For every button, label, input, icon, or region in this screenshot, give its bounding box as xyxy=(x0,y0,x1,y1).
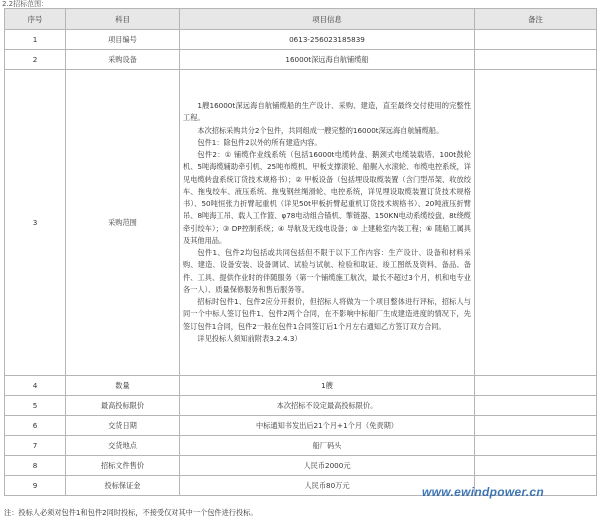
scope-paragraph: 包件2：① 铺缆作业线系统（包括16000t电缆转盘、鹅颈式电缆装载塔、100t鼓轮机、5吨海缆辅助牵引机、25吨布缆机、甲板支撑滚轮、船艉入水滚轮、布缆电控系统，详见电缆转盘系统订货技术规格书）；② 甲板设备（包括埋设取缆装置（含门型吊架、收放绞车、拖曳绞车、液压系统、拖曳钢丝绳滑轮、电控系统，详见埋设取缆装置订货技术规格书）、50吨恒张力折臂起重机（详见50t甲板折臂起重机订货技术规格书）、20吨液压折臂吊、8吨海工吊、载人工作篮、φ78电动组合锚机、掣链器、150KN电动系缆绞盘、8t绕缆牵引绞车）；③ DP控制系统；④ 导航及无线电设备；⑤ 上建舱室内装工程；⑥ 随船工属具及其他用品。 xyxy=(183,150,471,245)
table-row xyxy=(5,376,597,396)
table-row xyxy=(5,396,597,416)
row-no: 3 xyxy=(5,70,66,376)
scope-paragraph: 包件1：除包件2以外的所有建造内容。 xyxy=(197,137,322,147)
row-no: 4 xyxy=(5,376,66,396)
scope-paragraph: 本次招标采购共分2个包件，共同组成一艘完整的16000t深远海自航铺缆船。 xyxy=(197,125,444,135)
footnote: 注：投标人必须对包件1和包件2同时投标，不接受仅对其中一个包件进行投标。 xyxy=(4,508,258,517)
col-header-no: 序号 xyxy=(5,9,66,30)
row-remark xyxy=(475,456,597,476)
col-header-info: 项目信息 xyxy=(180,9,475,30)
row-info: 本次招标不设定最高投标限价。 xyxy=(180,396,475,416)
row-info: 0613-256023185839 xyxy=(180,30,475,50)
scope-description xyxy=(180,70,475,376)
row-remark xyxy=(475,416,597,436)
row-remark xyxy=(475,376,597,396)
section-heading: 2.2招标范围： xyxy=(2,0,49,8)
row-no: 1 xyxy=(5,30,66,50)
table-row xyxy=(5,436,597,456)
table-row xyxy=(5,50,597,70)
row-remark xyxy=(475,70,597,376)
row-info: 中标通知书发出后21个月+1个月（免责期） xyxy=(180,416,475,436)
row-no: 2 xyxy=(5,50,66,70)
row-info: 船厂码头 xyxy=(180,436,475,456)
scope-paragraph: 详见投标人须知前附表3.2.4.3） xyxy=(197,333,302,343)
row-info: 人民币2000元 xyxy=(180,456,475,476)
row-info: 人民币80万元 xyxy=(180,476,475,496)
row-no: 5 xyxy=(5,396,66,416)
col-header-subject: 科目 xyxy=(66,9,180,30)
site-watermark: www.ewindpower.cn xyxy=(422,485,545,499)
row-subject: 交货日期 xyxy=(66,416,180,436)
procurement-table xyxy=(4,8,597,496)
table-row xyxy=(5,30,597,50)
row-remark xyxy=(475,30,597,50)
row-remark xyxy=(475,50,597,70)
row-subject: 交货地点 xyxy=(66,436,180,456)
row-info: 1艘 xyxy=(180,376,475,396)
table-row xyxy=(5,456,597,476)
table-row xyxy=(5,416,597,436)
row-remark xyxy=(475,396,597,416)
row-subject: 采购范围 xyxy=(66,70,180,376)
scope-paragraph: 1艘16000t深远海自航铺缆船的生产设计、采购、建造，直至最终交付使用的完整性工程。 xyxy=(183,101,471,123)
row-no: 9 xyxy=(5,476,66,496)
row-subject: 数量 xyxy=(66,376,180,396)
row-no: 6 xyxy=(5,416,66,436)
table-row-scope xyxy=(5,70,597,376)
row-subject: 招标文件售价 xyxy=(66,456,180,476)
col-header-remark: 备注 xyxy=(475,9,597,30)
scope-paragraph: 招标时包件1、包件2应分开报价，但招标人将做为一个项目整体进行评标，招标人与同一个中标人签订包件1、包件2两个合同，在不影响中标船厂生成建造进度的情况下，先签订包件1合同，包件2一般在包件1合同签订后1个月左右通知乙方签订双方合同。 xyxy=(183,297,471,331)
row-remark xyxy=(475,436,597,456)
row-subject: 最高投标限价 xyxy=(66,396,180,416)
row-info: 16000t深远海自航铺缆船 xyxy=(180,50,475,70)
row-subject: 投标保证金 xyxy=(66,476,180,496)
row-subject: 采购设备 xyxy=(66,50,180,70)
row-no: 8 xyxy=(5,456,66,476)
table-header-row xyxy=(5,9,597,30)
row-no: 7 xyxy=(5,436,66,456)
row-subject: 项目编号 xyxy=(66,30,180,50)
scope-paragraph: 包件1、包件2均包括或共同包括但不限于以下工作内容：生产设计、设备和材料采购、建造、设备安装、设备调试、试验与试航、检验和取证、竣工图纸及资料、备品、备件、工具、提供作业时的伴随服务（第一个铺缆施工航次，最长不超过3个月，机和电专业各一人）、质量保修服务和售后服务等。 xyxy=(183,248,471,294)
